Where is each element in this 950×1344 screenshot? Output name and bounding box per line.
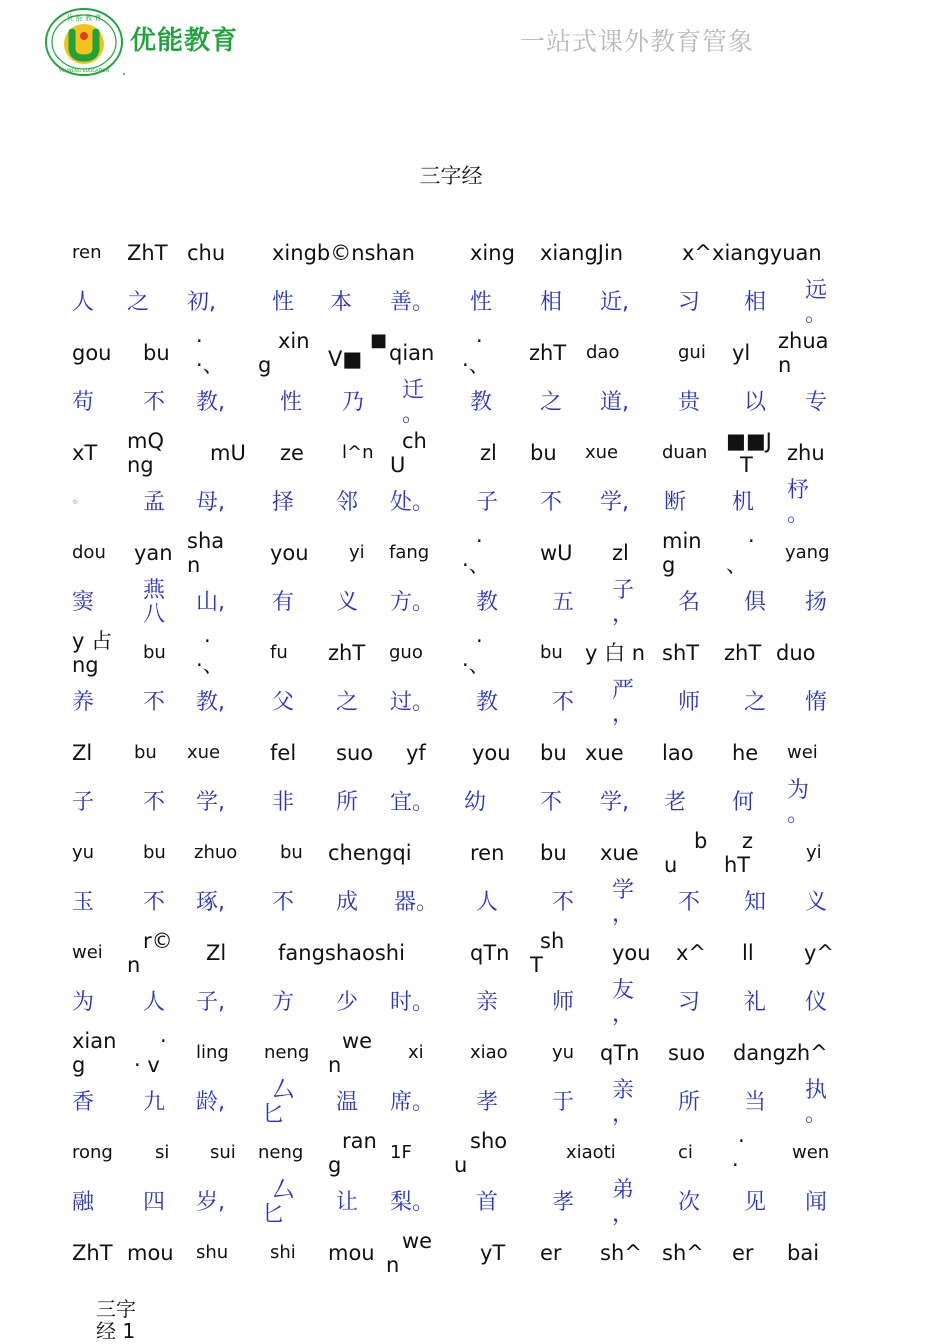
pinyin: xT [72, 441, 98, 465]
hanzi-row [0, 1078, 950, 1128]
pinyin: l^n [342, 442, 374, 463]
hanzi: 善。 [390, 290, 435, 315]
hanzi: 四 [143, 1190, 166, 1215]
pinyin: xue [600, 841, 639, 865]
youneng-logo [44, 6, 126, 76]
hanzi: 器。 [394, 890, 439, 915]
hanzi: 本 [330, 290, 353, 315]
pinyin-stack: xian g [72, 1029, 117, 1077]
hanzi-row [0, 1178, 950, 1228]
hanzi: 窦 [72, 590, 95, 615]
hanzi: 不 [143, 390, 166, 415]
pinyin: bu [143, 842, 166, 863]
hanzi: 少 [336, 990, 359, 1015]
hanzi: 非 [272, 790, 295, 815]
hanzi: 习 [678, 290, 701, 315]
pinyin: yan [134, 541, 173, 565]
pinyin: qTn [470, 941, 510, 965]
hanzi-stack: 杼 。 [787, 478, 810, 527]
pinyin: guo [389, 642, 423, 663]
pinyin: fangshaoshi [278, 941, 405, 965]
hanzi: 母, [196, 490, 225, 515]
hanzi: 不 [552, 690, 575, 715]
hanzi-stack: 厶 匕 [262, 1178, 295, 1227]
pinyin: fel [270, 741, 297, 765]
pinyin: zhuo [194, 842, 238, 863]
hanzi: 当 [744, 1090, 767, 1115]
hanzi: 温 [336, 1090, 359, 1115]
hanzi: 近, [600, 290, 629, 315]
brand-name: 优能教育 [130, 26, 239, 56]
text-grid [0, 228, 950, 1278]
pinyin: yf [406, 741, 426, 765]
pinyin: zhT [724, 641, 762, 665]
hanzi: 有 [272, 590, 295, 615]
pinyin: xiao [470, 1042, 508, 1063]
pinyin: chu [187, 241, 226, 265]
hanzi-row [0, 778, 950, 828]
hanzi: 不 [540, 490, 563, 515]
hanzi: 处。 [390, 490, 435, 515]
hanzi-stack: 友 ， [612, 978, 635, 1027]
hanzi: 教, [196, 390, 225, 415]
pinyin: he [732, 741, 759, 765]
footer-line: 经 1 [96, 1319, 136, 1343]
pinyin: 1F [390, 1142, 412, 1163]
hanzi-stack: 执 。 [805, 1078, 828, 1127]
pinyin: gui [678, 342, 706, 363]
pinyin: Zl [72, 741, 93, 765]
pinyin-stack: sho u [454, 1129, 508, 1177]
hanzi: 岁, [196, 1190, 225, 1215]
hanzi: 次 [678, 1190, 701, 1215]
pinyin: yi [349, 542, 365, 563]
hanzi: 孝 [476, 1090, 499, 1115]
hanzi: 成 [336, 890, 359, 915]
pinyin: zhu [787, 441, 825, 465]
pinyin: duo [776, 641, 816, 665]
pinyin: yT [480, 1241, 506, 1265]
pinyin: ci [678, 1142, 693, 1163]
hanzi: 教 [476, 590, 499, 615]
pinyin: bu [530, 441, 557, 465]
hanzi: 邻 [336, 490, 359, 515]
pinyin: lao [662, 741, 694, 765]
pinyin-row [0, 728, 950, 778]
hanzi-stack: 弟 ， [612, 1178, 635, 1227]
page-title: 三字经 [419, 164, 483, 188]
pinyin: rong [72, 1142, 113, 1163]
pinyin: ll [742, 941, 754, 965]
hanzi-stack: 严 ， [612, 678, 635, 727]
pinyin: xiaoti [566, 1142, 616, 1163]
hanzi: 扬 [805, 590, 828, 615]
header-slogan: 一站式课外教育管象 [520, 27, 755, 56]
hanzi: 礼 [744, 990, 767, 1015]
hanzi: 让 [336, 1190, 359, 1215]
pinyin: suo [336, 741, 374, 765]
pinyin-row [0, 528, 950, 578]
pinyin-stack: ran g [328, 1129, 377, 1177]
pinyin: ling [196, 1042, 229, 1063]
pinyin-stack: xin g [258, 329, 310, 377]
hanzi-row [0, 878, 950, 928]
hanzi: 以 [744, 390, 767, 415]
pinyin: qTn [600, 1041, 640, 1065]
hanzi: 过。 [390, 690, 435, 715]
pinyin: wei [787, 742, 818, 763]
hanzi: 教 [470, 390, 493, 415]
pinyin: zl [480, 441, 497, 465]
hanzi: 义 [336, 590, 359, 615]
pinyin: fu [270, 642, 288, 663]
hanzi: 习 [678, 990, 701, 1015]
pinyin-stack: · ·、 [462, 629, 490, 677]
pinyin-stack: · · [732, 1129, 745, 1177]
hanzi: 人 [143, 990, 166, 1015]
hanzi: 山, [196, 590, 225, 615]
pinyin-stack: sh T [530, 929, 565, 977]
hanzi: 学, [600, 490, 629, 515]
hanzi: 学, [600, 790, 629, 815]
hanzi: 不 [272, 890, 295, 915]
pinyin: ze [280, 441, 304, 465]
hanzi: 亲 [476, 990, 499, 1015]
hanzi: 孟 [143, 490, 166, 515]
pinyin: x^xiangyuan [682, 241, 822, 265]
hanzi: 不 [143, 790, 166, 815]
hanzi: 所 [336, 790, 359, 815]
pinyin-row [0, 1128, 950, 1178]
pinyin-row [0, 628, 950, 678]
hanzi: 贵 [678, 390, 701, 415]
pinyin: xiangJin [540, 241, 624, 265]
hanzi: 专 [805, 390, 828, 415]
pinyin: shT [662, 641, 700, 665]
hanzi: 道, [600, 390, 629, 415]
hanzi: 初, [187, 290, 216, 315]
hanzi-row [0, 478, 950, 528]
pinyin-stack: · ·、 [196, 329, 224, 377]
hanzi: 何 [732, 790, 755, 815]
hanzi: 老 [664, 790, 687, 815]
pinyin: xingb©nshan [272, 241, 415, 265]
pinyin: yu [72, 842, 95, 863]
pinyin: wU [540, 541, 573, 565]
pinyin: sh^ [662, 1241, 704, 1265]
hanzi-stack: 学 ， [612, 878, 635, 927]
hanzi: 九 [143, 1090, 166, 1115]
pinyin: er [540, 1241, 562, 1265]
pinyin: sh^ [600, 1241, 642, 1265]
pinyin: neng [258, 1142, 304, 1163]
hanzi: 闻 [805, 1190, 828, 1215]
pinyin: shu [196, 1242, 229, 1263]
pinyin: bu [134, 742, 157, 763]
pinyin-stack: · · v [134, 1029, 167, 1077]
logo-ring-text-bottom: YOUNENG EDUCATION [58, 69, 110, 74]
hanzi: 见 [744, 1190, 767, 1215]
hanzi-row [0, 578, 950, 628]
pinyin: mU [210, 441, 246, 465]
pinyin: bu [540, 741, 567, 765]
hanzi: 人 [72, 290, 95, 315]
pinyin: ren [72, 242, 102, 263]
pinyin: yl [732, 341, 751, 365]
hanzi: 方。 [390, 590, 435, 615]
hanzi-row [0, 278, 950, 328]
pinyin: ■ [370, 330, 388, 351]
hanzi: 不 [678, 890, 701, 915]
hanzi: 席。 [390, 1090, 435, 1115]
pinyin-stack: · ·、 [462, 329, 490, 377]
pinyin: bu [540, 642, 563, 663]
pinyin: sui [210, 1142, 236, 1163]
page-footer [96, 1298, 136, 1342]
hanzi: 之 [127, 290, 150, 315]
hanzi: 宜。 [390, 790, 435, 815]
pinyin: wen [792, 1142, 830, 1163]
hanzi: 父 [272, 690, 295, 715]
hanzi: 养 [72, 690, 95, 715]
pinyin: dangzh^ [733, 1041, 828, 1065]
pinyin: ZhT [127, 241, 168, 265]
hanzi: 惰 [805, 690, 828, 715]
hanzi: 不 [552, 890, 575, 915]
pinyin: zl [612, 541, 629, 565]
hanzi: 性 [272, 290, 295, 315]
pinyin-stack: y 占 ng [72, 629, 113, 677]
hanzi: 于 [552, 1090, 575, 1115]
pinyin: er [732, 1241, 754, 1265]
pinyin-stack: z hT [724, 829, 754, 877]
hanzi: 机 [732, 490, 755, 515]
hanzi: 龄, [196, 1090, 225, 1115]
hanzi-stack: 亲 ， [612, 1078, 635, 1127]
pinyin: yu [552, 1042, 575, 1063]
hanzi: 不 [143, 890, 166, 915]
hanzi: 教, [196, 690, 225, 715]
pinyin: yang [785, 542, 830, 563]
pinyin: yi [806, 842, 822, 863]
pinyin: fang [389, 542, 430, 563]
pinyin-row [0, 428, 950, 478]
hanzi-stack: 远 。 [805, 278, 828, 327]
hanzi: 断 [664, 490, 687, 515]
hanzi: 性 [470, 290, 493, 315]
pinyin-stack: · 、 [726, 529, 755, 577]
pinyin-stack: zhua n [778, 329, 829, 377]
pinyin: y 白 n [585, 641, 646, 665]
hanzi: 仪 [805, 990, 828, 1015]
pinyin: zhT [529, 341, 567, 365]
pinyin: xing [470, 241, 515, 265]
pinyin: qian [389, 341, 435, 365]
pinyin: ZhT [72, 1241, 113, 1265]
hanzi: 所 [678, 1090, 701, 1115]
hanzi-row [0, 378, 950, 428]
hanzi: 之 [744, 690, 767, 715]
hanzi: 五 [552, 590, 575, 615]
hanzi: 子 [72, 790, 95, 815]
pinyin: shi [270, 1242, 296, 1263]
hanzi: 孝 [552, 1190, 575, 1215]
pinyin-stack: ■■J T [726, 429, 772, 477]
hanzi: 义 [805, 890, 828, 915]
pinyin: bai [787, 1241, 820, 1265]
hanzi: 教 [476, 690, 499, 715]
hanzi: 择 [272, 490, 295, 515]
hanzi-stack: 子 ， [612, 578, 635, 627]
pinyin: bu [540, 841, 567, 865]
pinyin-row [0, 1028, 950, 1078]
pinyin-stack: sha n [187, 529, 225, 577]
hanzi: 乃 [342, 390, 365, 415]
hanzi: 琢, [196, 890, 225, 915]
pinyin-row [0, 328, 950, 378]
hanzi: 首 [476, 1190, 499, 1215]
pinyin: bu [143, 341, 170, 365]
pinyin-stack: mQ ng [127, 429, 164, 477]
pinyin: xue [585, 442, 619, 463]
pinyin: mou [127, 1241, 174, 1265]
pinyin: ren [470, 841, 505, 865]
hanzi-stack: 为 。 [787, 778, 810, 827]
pinyin: dao [586, 342, 620, 363]
pinyin-stack: we n [386, 1229, 433, 1277]
pinyin: mou [328, 1241, 375, 1265]
hanzi-row [0, 678, 950, 728]
pinyin: bu [143, 642, 166, 663]
hanzi: 知 [744, 890, 767, 915]
hanzi-stack: 厶 匕 [262, 1078, 295, 1127]
hanzi: 子 [476, 490, 499, 515]
pinyin: xue [187, 742, 221, 763]
pinyin: x^ [676, 941, 707, 965]
pinyin-row [0, 928, 950, 978]
pinyin: zhT [328, 641, 366, 665]
pinyin-stack: we n [328, 1029, 373, 1077]
pinyin: duan [662, 442, 708, 463]
pinyin-stack: r© n [127, 929, 173, 977]
pinyin: dou [72, 542, 106, 563]
pinyin: si [155, 1142, 170, 1163]
hanzi: 香 [72, 1090, 95, 1115]
pinyin: you [270, 541, 309, 565]
pinyin-stack: · ·、 [462, 529, 490, 577]
hanzi: 相 [744, 290, 767, 315]
pinyin: y^ [804, 941, 835, 965]
pinyin: neng [264, 1042, 310, 1063]
pinyin: V■ [328, 347, 363, 371]
pinyin: Zl [206, 941, 227, 965]
hanzi: 为 [72, 990, 95, 1015]
pinyin: wei [72, 942, 103, 963]
hanzi: 时。 [390, 990, 435, 1015]
logo-dot [123, 73, 125, 75]
hanzi: 相 [540, 290, 563, 315]
hanzi: 之 [540, 390, 563, 415]
pinyin-row [0, 828, 950, 878]
dot-mark: 。 [73, 492, 84, 505]
hanzi: 师 [552, 990, 575, 1015]
hanzi: 子, [196, 990, 225, 1015]
pinyin: you [472, 741, 511, 765]
pinyin: gou [72, 341, 112, 365]
hanzi-stack: 迁 。 [402, 378, 425, 427]
hanzi: 之 [336, 690, 359, 715]
pinyin: chengqi [328, 841, 412, 865]
hanzi: 师 [678, 690, 701, 715]
hanzi: 玉 [72, 890, 95, 915]
pinyin-row [0, 228, 950, 278]
hanzi: 名 [678, 590, 701, 615]
hanzi: 俱 [744, 590, 767, 615]
logo-ring-text-top: 优 能 教 育 [66, 14, 102, 22]
hanzi: 苟 [72, 390, 95, 415]
hanzi-row [0, 978, 950, 1028]
hanzi: 不 [540, 790, 563, 815]
pinyin-stack: · ·、 [196, 629, 224, 677]
hanzi: 幼 [464, 790, 487, 815]
pinyin-stack: ch U [390, 429, 427, 477]
hanzi: 不 [143, 690, 166, 715]
pinyin: suo [668, 1041, 706, 1065]
pinyin-stack: min g [662, 529, 702, 577]
hanzi: 性 [280, 390, 303, 415]
pinyin-row [0, 1228, 950, 1278]
hanzi: 方 [272, 990, 295, 1015]
pinyin: xue [585, 741, 624, 765]
pinyin: you [612, 941, 651, 965]
hanzi: 人 [476, 890, 499, 915]
hanzi: 学, [196, 790, 225, 815]
pinyin: xi [408, 1042, 424, 1063]
pinyin: bu [280, 842, 303, 863]
hanzi: 融 [72, 1190, 95, 1215]
footer-line: 三字 [96, 1297, 136, 1321]
hanzi-stack: 燕 八 [143, 578, 166, 627]
hanzi: 梨。 [390, 1190, 435, 1215]
pinyin-stack: b u [664, 829, 708, 877]
